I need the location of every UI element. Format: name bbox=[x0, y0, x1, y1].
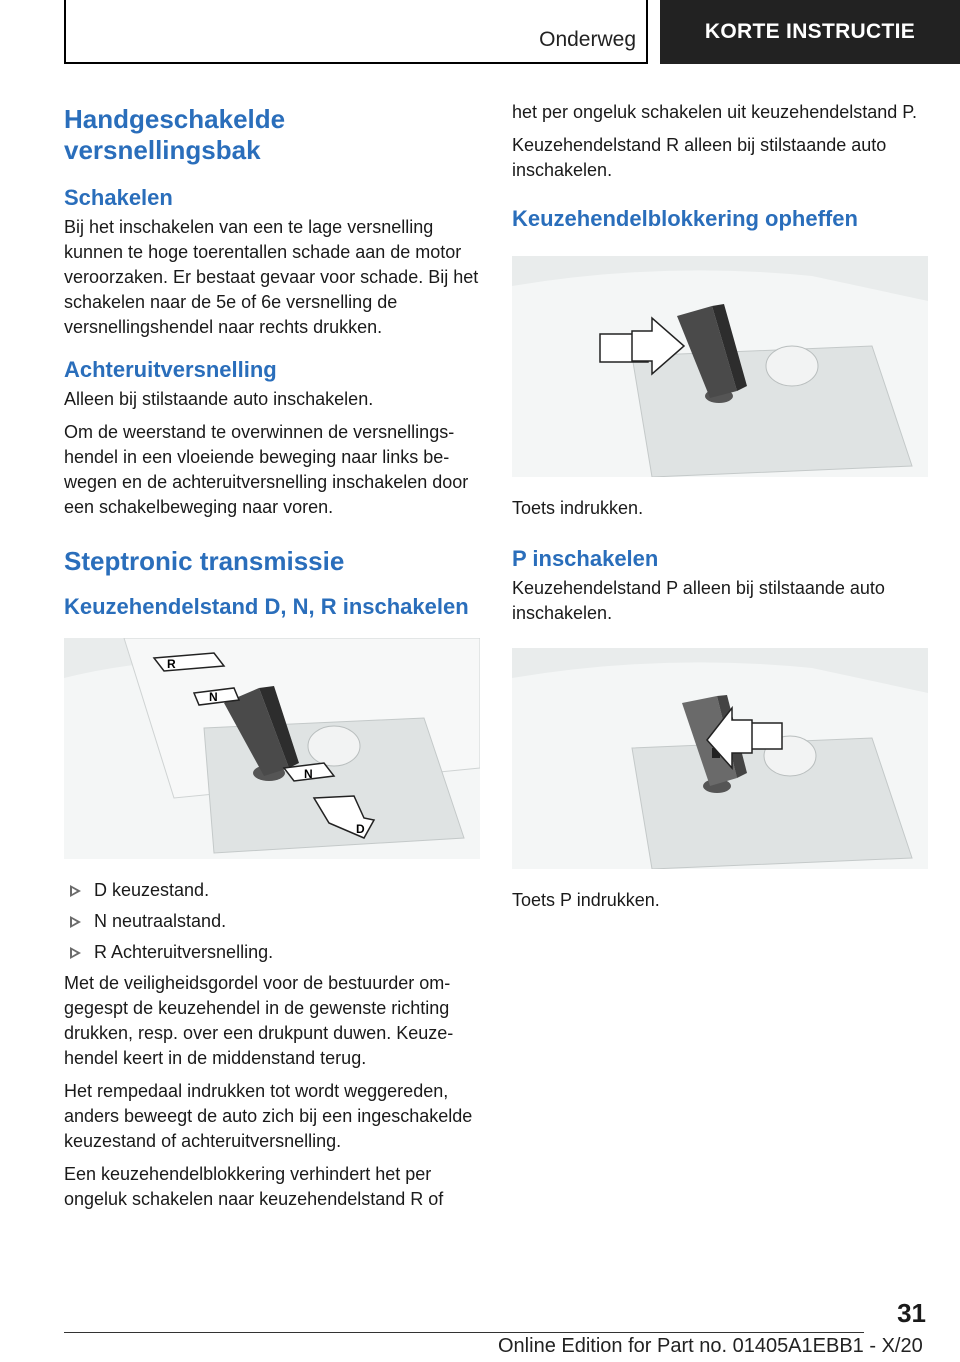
figure-label-d: D bbox=[356, 822, 365, 836]
triangle-bullet-icon bbox=[70, 916, 81, 928]
figure-label-n1: N bbox=[209, 690, 218, 704]
list-item: N neutraalstand. bbox=[64, 909, 480, 934]
header-section-title: Onderweg bbox=[539, 28, 636, 51]
list-item: D keuzestand. bbox=[64, 878, 480, 903]
paragraph-blokkering: Een keuzehendelblokkering verhindert het per ongeluk schakelen naar keuzehendelstand R of bbox=[64, 1164, 444, 1209]
page-number: 31 bbox=[897, 1298, 926, 1328]
unlock-button-illustration bbox=[512, 256, 928, 477]
right-column bbox=[512, 100, 928, 921]
paragraph-schakelen: Bij het inschakelen van een te lage versnelling kunnen te hoge toerentallen schade aan de motor veroorzaken. Er bestaat gevaar voor schade. Bij het schakelen naar de 5e of 6e versnelling de versnellingshendel naar rechts drukken. bbox=[64, 217, 479, 337]
list-item: R Achteruitversnelling. bbox=[64, 940, 480, 965]
heading-p-inschakelen: P inschakelen bbox=[512, 546, 659, 571]
paragraph-p-alleen: Keuzehendelstand P alleen bij stilstaande auto inschakelen. bbox=[512, 578, 885, 623]
paragraph-gordel: Met de veiligheidsgordel voor de bestuurder omgegespt de keuzehendel in de gewenste richting drukken, resp. over een drukpunt duwen. Keuzehendel keert in de middenstand terug. bbox=[64, 973, 454, 1068]
left-column bbox=[64, 104, 480, 1220]
selector-positions-list bbox=[64, 878, 480, 965]
p-button-illustration bbox=[512, 648, 928, 869]
figure-label-r: R bbox=[167, 657, 176, 671]
header-chapter-tab: KORTE INSTRUCTIE bbox=[660, 0, 960, 64]
triangle-bullet-icon bbox=[70, 885, 81, 897]
heading-blokkering-opheffen: Keuzehendelblokkering opheffen bbox=[512, 206, 858, 231]
paragraph-r-alleen: Keuzehendelstand R alleen bij stilstaande auto inschakelen. bbox=[512, 135, 887, 180]
caption-toets-p: Toets P indrukken. bbox=[512, 890, 660, 910]
heading-manual-gearbox: Handgeschakelde versnellingsbak bbox=[64, 104, 286, 165]
triangle-bullet-icon bbox=[70, 947, 81, 959]
footer-divider bbox=[64, 1332, 864, 1333]
paragraph-achteruit-1: Alleen bij stilstaande auto inschakelen. bbox=[64, 389, 374, 409]
paragraph-achteruit-2: Om de weerstand te overwinnen de versnellingshendel in een vloeiende beweging naar links bewegen en de achteruitversnelling inschakelen door een schakelbeweging naar voren. bbox=[64, 422, 469, 517]
heading-achteruitversnelling: Achteruitversnelling bbox=[64, 357, 277, 382]
footer-edition: Online Edition for Part no. 01405A1EBB1 - X/20 bbox=[498, 1335, 923, 1357]
figure-label-n2: N bbox=[304, 767, 313, 781]
heading-steptronic: Steptronic transmissie bbox=[64, 546, 345, 576]
gear-selector-illustration-dnr bbox=[64, 638, 480, 859]
heading-schakelen: Schakelen bbox=[64, 185, 173, 210]
paragraph-continued: het per ongeluk schakelen uit keuzehendelstand P. bbox=[512, 102, 917, 122]
paragraph-rempedaal: Het rempedaal indrukken tot wordt weggereden, anders beweegt de auto zich bij een ingeschakelde keuzestand of achteruitversnelling. bbox=[64, 1081, 473, 1151]
caption-toets-indrukken: Toets indrukken. bbox=[512, 498, 644, 518]
heading-keuzehendelstand: Keuzehendelstand D, N, R inschakelen bbox=[64, 594, 469, 619]
